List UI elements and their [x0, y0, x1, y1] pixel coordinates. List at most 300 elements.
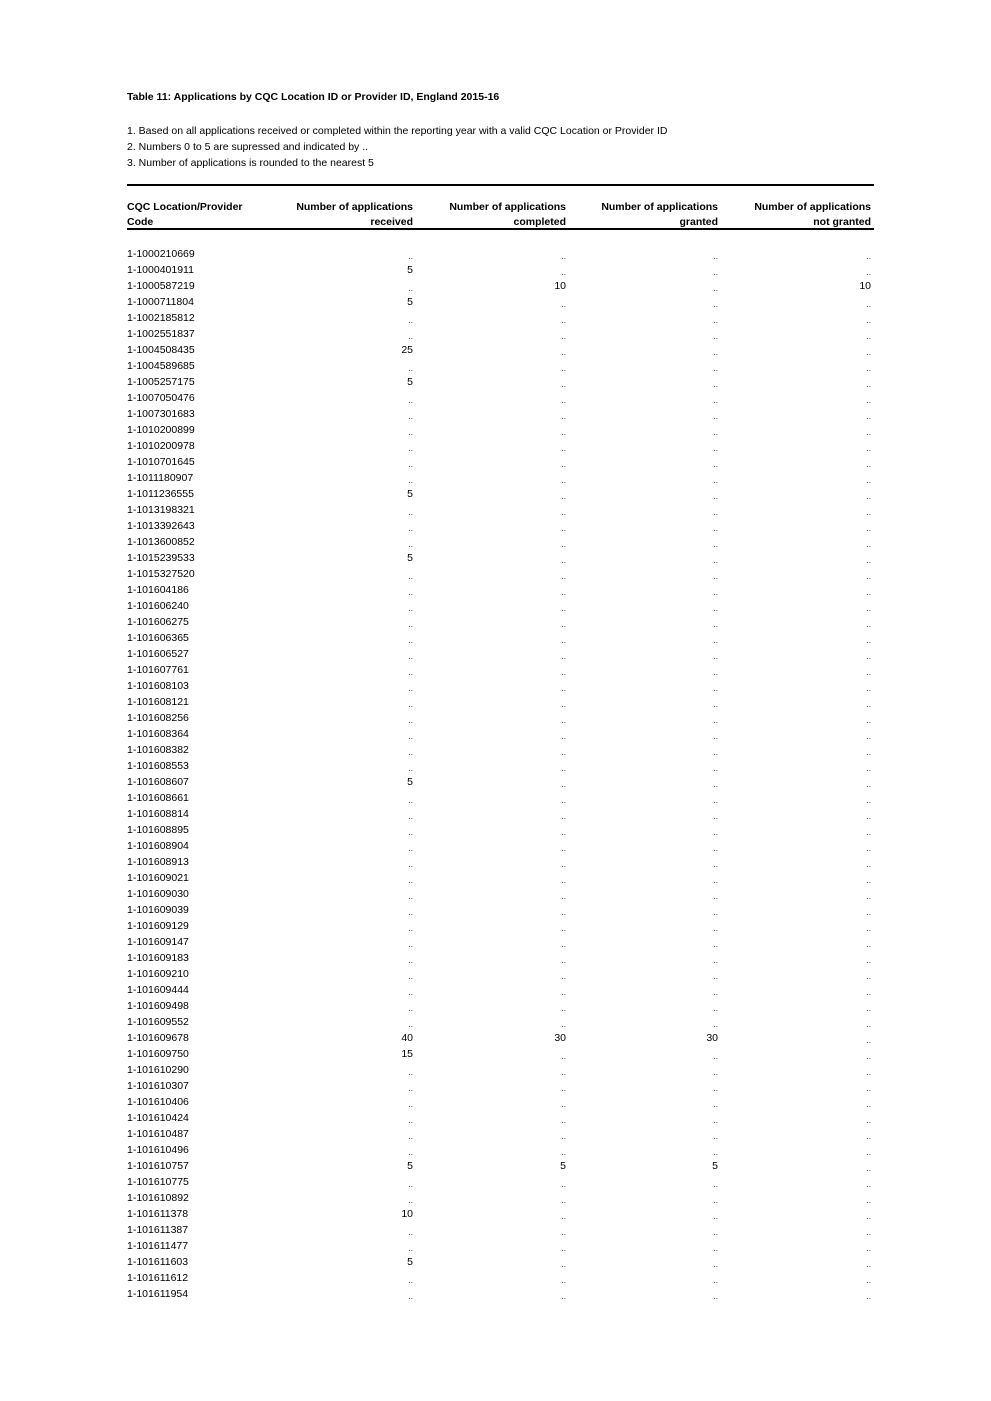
note-2: 2. Numbers 0 to 5 are supressed and indicated by .. — [127, 141, 369, 153]
cell-granted: .. — [713, 1292, 718, 1301]
cell-granted: .. — [713, 268, 718, 277]
table-row — [127, 1270, 874, 1286]
header-completed-line2: completed — [513, 216, 566, 228]
cell-received: .. — [408, 1180, 413, 1189]
cell-code: 1-101609444 — [127, 984, 189, 996]
cell-granted: .. — [713, 636, 718, 645]
cell-not-granted: .. — [866, 1276, 871, 1285]
cell-not-granted: .. — [866, 636, 871, 645]
cell-code: 1-101608256 — [127, 712, 189, 724]
cell-not-granted: .. — [866, 1228, 871, 1237]
cell-completed: .. — [561, 524, 566, 533]
table-row — [127, 934, 874, 950]
cell-granted: .. — [713, 764, 718, 773]
cell-received: .. — [408, 956, 413, 965]
cell-completed: .. — [561, 556, 566, 565]
cell-completed: .. — [561, 700, 566, 709]
cell-not-granted: .. — [866, 940, 871, 949]
cell-completed: .. — [561, 572, 566, 581]
cell-code: 1-101611378 — [127, 1208, 189, 1220]
cell-not-granted: .. — [866, 316, 871, 325]
cell-code: 1-1000210669 — [127, 248, 195, 260]
cell-received: 25 — [401, 344, 413, 356]
cell-not-granted: .. — [866, 1100, 871, 1109]
cell-granted: .. — [713, 1068, 718, 1077]
table-row — [127, 534, 874, 550]
cell-code: 1-101610892 — [127, 1192, 189, 1204]
note-3: 3. Number of applications is rounded to the nearest 5 — [127, 157, 374, 169]
cell-not-granted: .. — [866, 1164, 871, 1173]
table-row — [127, 614, 874, 630]
cell-received: 5 — [407, 776, 413, 788]
header-not-granted-line2: not granted — [813, 216, 871, 228]
cell-completed: .. — [561, 892, 566, 901]
header-bottom-rule — [127, 228, 874, 230]
table-row — [127, 806, 874, 822]
cell-not-granted: .. — [866, 668, 871, 677]
cell-not-granted: .. — [866, 908, 871, 917]
cell-code: 1-1002185812 — [127, 312, 195, 324]
cell-received: .. — [408, 460, 413, 469]
table-row — [127, 662, 874, 678]
cell-code: 1-101611954 — [127, 1288, 189, 1300]
header-granted — [601, 200, 718, 230]
cell-not-granted: .. — [866, 1052, 871, 1061]
cell-code: 1-101608121 — [127, 696, 189, 708]
cell-completed: .. — [561, 332, 566, 341]
cell-granted: .. — [713, 988, 718, 997]
cell-received: .. — [408, 524, 413, 533]
cell-not-granted: .. — [866, 604, 871, 613]
cell-received: .. — [408, 844, 413, 853]
cell-completed: .. — [561, 636, 566, 645]
table-row — [127, 358, 874, 374]
table-row — [127, 774, 874, 790]
cell-granted: .. — [713, 1212, 718, 1221]
cell-completed: .. — [561, 428, 566, 437]
cell-granted: .. — [713, 1084, 718, 1093]
cell-code: 1-101608103 — [127, 680, 189, 692]
cell-not-granted: .. — [866, 476, 871, 485]
cell-code: 1-101609678 — [127, 1032, 189, 1044]
cell-code: 1-101611477 — [127, 1240, 189, 1252]
table-row — [127, 470, 874, 486]
cell-code: 1-101608904 — [127, 840, 189, 852]
cell-code: 1-101610406 — [127, 1096, 189, 1108]
cell-code: 1-1000401911 — [127, 264, 194, 276]
table-top-rule — [127, 184, 874, 186]
cell-received: .. — [408, 684, 413, 693]
cell-completed: .. — [561, 316, 566, 325]
cell-received: .. — [408, 620, 413, 629]
cell-completed: .. — [561, 620, 566, 629]
cell-received: .. — [408, 812, 413, 821]
cell-granted: .. — [713, 684, 718, 693]
table-row — [127, 390, 874, 406]
header-code — [127, 200, 243, 230]
cell-granted: .. — [713, 620, 718, 629]
cell-not-granted: .. — [866, 892, 871, 901]
cell-granted: .. — [713, 412, 718, 421]
cell-completed: .. — [561, 764, 566, 773]
cell-code: 1-101610487 — [127, 1128, 189, 1140]
cell-code: 1-101610307 — [127, 1080, 189, 1092]
cell-code: 1-101608607 — [127, 776, 189, 788]
table-row — [127, 790, 874, 806]
cell-received: 5 — [407, 488, 413, 500]
cell-completed: .. — [561, 508, 566, 517]
table-row — [127, 294, 874, 310]
cell-not-granted: .. — [866, 620, 871, 629]
cell-code: 1-101609147 — [127, 936, 189, 948]
cell-completed: .. — [561, 796, 566, 805]
cell-completed: .. — [561, 956, 566, 965]
cell-received: .. — [408, 1276, 413, 1285]
cell-received: .. — [408, 1100, 413, 1109]
cell-received: .. — [408, 732, 413, 741]
cell-not-granted: .. — [866, 1244, 871, 1253]
cell-granted: .. — [713, 284, 718, 293]
cell-not-granted: .. — [866, 860, 871, 869]
cell-received: .. — [408, 476, 413, 485]
cell-granted: .. — [713, 252, 718, 261]
cell-code: 1-1007050476 — [127, 392, 195, 404]
table-row — [127, 1206, 874, 1222]
cell-received: .. — [408, 604, 413, 613]
cell-received: .. — [408, 940, 413, 949]
cell-granted: .. — [713, 300, 718, 309]
cell-code: 1-1005257175 — [127, 376, 195, 388]
cell-not-granted: .. — [866, 748, 871, 757]
table-row — [127, 486, 874, 502]
cell-received: .. — [408, 1148, 413, 1157]
cell-not-granted: .. — [866, 1260, 871, 1269]
cell-received: .. — [408, 652, 413, 661]
cell-received: .. — [408, 540, 413, 549]
cell-granted: .. — [713, 796, 718, 805]
cell-completed: .. — [561, 1084, 566, 1093]
cell-not-granted: .. — [866, 572, 871, 581]
cell-code: 1-1013198321 — [127, 504, 195, 516]
cell-granted: .. — [713, 332, 718, 341]
cell-code: 1-101609498 — [127, 1000, 189, 1012]
cell-not-granted: .. — [866, 700, 871, 709]
cell-completed: .. — [561, 748, 566, 757]
cell-code: 1-101606275 — [127, 616, 189, 628]
cell-received: 40 — [401, 1032, 413, 1044]
cell-code: 1-1004508435 — [127, 344, 195, 356]
cell-granted: .. — [713, 380, 718, 389]
table-row — [127, 998, 874, 1014]
header-received-line2: received — [370, 216, 413, 228]
cell-completed: .. — [561, 540, 566, 549]
cell-granted: .. — [713, 348, 718, 357]
cell-not-granted: .. — [866, 652, 871, 661]
cell-granted: .. — [713, 604, 718, 613]
table-row — [127, 1254, 874, 1270]
table-row — [127, 1142, 874, 1158]
cell-received: .. — [408, 1068, 413, 1077]
table-row — [127, 822, 874, 838]
table-row — [127, 694, 874, 710]
cell-code: 1-101609039 — [127, 904, 189, 916]
cell-not-granted: .. — [866, 380, 871, 389]
cell-completed: .. — [561, 924, 566, 933]
cell-granted: .. — [713, 780, 718, 789]
cell-completed: .. — [561, 1116, 566, 1125]
cell-completed: .. — [561, 732, 566, 741]
cell-granted: .. — [713, 908, 718, 917]
cell-completed: .. — [561, 716, 566, 725]
cell-granted: .. — [713, 1228, 718, 1237]
cell-completed: .. — [561, 1292, 566, 1301]
cell-completed: .. — [561, 492, 566, 501]
cell-completed: .. — [561, 988, 566, 997]
cell-granted: .. — [713, 572, 718, 581]
cell-granted: .. — [713, 1260, 718, 1269]
cell-not-granted: .. — [866, 364, 871, 373]
cell-code: 1-101610290 — [127, 1064, 189, 1076]
table-row — [127, 1190, 874, 1206]
cell-granted: 5 — [712, 1160, 718, 1172]
cell-received: .. — [408, 412, 413, 421]
cell-code: 1-101607761 — [127, 664, 189, 676]
cell-granted: .. — [713, 940, 718, 949]
cell-completed: .. — [561, 1004, 566, 1013]
cell-completed: .. — [561, 252, 566, 261]
cell-granted: .. — [713, 540, 718, 549]
cell-code: 1-1010701645 — [127, 456, 195, 468]
cell-received: .. — [408, 828, 413, 837]
cell-received: .. — [408, 1292, 413, 1301]
cell-not-granted: .. — [866, 1292, 871, 1301]
cell-not-granted: .. — [866, 844, 871, 853]
cell-not-granted: .. — [866, 444, 871, 453]
header-code-line2: Code — [127, 216, 154, 228]
table-row — [127, 886, 874, 902]
cell-completed: .. — [561, 412, 566, 421]
cell-granted: .. — [713, 876, 718, 885]
cell-received: .. — [408, 1084, 413, 1093]
cell-code: 1-101608364 — [127, 728, 189, 740]
table-row — [127, 1238, 874, 1254]
note-1: 1. Based on all applications received or completed within the reporting year with a valid CQC Location or Provider ID — [127, 125, 668, 137]
cell-not-granted: .. — [866, 332, 871, 341]
table-row — [127, 902, 874, 918]
cell-granted: .. — [713, 444, 718, 453]
cell-not-granted: .. — [866, 396, 871, 405]
cell-received: 5 — [407, 264, 413, 276]
cell-completed: .. — [561, 1276, 566, 1285]
cell-granted: 30 — [706, 1032, 718, 1044]
cell-received: .. — [408, 1020, 413, 1029]
cell-not-granted: .. — [866, 460, 871, 469]
cell-granted: .. — [713, 1132, 718, 1141]
cell-completed: .. — [561, 268, 566, 277]
cell-completed: .. — [561, 588, 566, 597]
cell-code: 1-101610496 — [127, 1144, 189, 1156]
cell-completed: .. — [561, 364, 566, 373]
cell-completed: .. — [561, 844, 566, 853]
table-row — [127, 646, 874, 662]
cell-code: 1-1004589685 — [127, 360, 195, 372]
cell-received: 5 — [407, 1160, 413, 1172]
cell-received: .. — [408, 972, 413, 981]
table-row — [127, 310, 874, 326]
cell-received: .. — [408, 1228, 413, 1237]
cell-not-granted: .. — [866, 252, 871, 261]
cell-granted: .. — [713, 732, 718, 741]
cell-code: 1-101609750 — [127, 1048, 189, 1060]
cell-completed: .. — [561, 1100, 566, 1109]
table-row — [127, 1062, 874, 1078]
table-row — [127, 502, 874, 518]
cell-code: 1-101610757 — [127, 1160, 189, 1172]
cell-not-granted: .. — [866, 812, 871, 821]
table-row — [127, 1110, 874, 1126]
cell-code: 1-1000711804 — [127, 296, 194, 308]
table-row — [127, 438, 874, 454]
cell-received: .. — [408, 396, 413, 405]
cell-not-granted: .. — [866, 540, 871, 549]
cell-completed: .. — [561, 1180, 566, 1189]
cell-received: .. — [408, 892, 413, 901]
table-row — [127, 246, 874, 262]
table-row — [127, 598, 874, 614]
cell-received: .. — [408, 1196, 413, 1205]
cell-granted: .. — [713, 972, 718, 981]
cell-code: 1-1013600852 — [127, 536, 195, 548]
cell-not-granted: .. — [866, 924, 871, 933]
cell-received: .. — [408, 316, 413, 325]
table-row — [127, 1014, 874, 1030]
table-row — [127, 326, 874, 342]
table-row — [127, 566, 874, 582]
cell-granted: .. — [713, 524, 718, 533]
cell-received: .. — [408, 252, 413, 261]
table-row — [127, 918, 874, 934]
cell-completed: .. — [561, 1260, 566, 1269]
cell-granted: .. — [713, 700, 718, 709]
cell-received: .. — [408, 428, 413, 437]
cell-code: 1-1002551837 — [127, 328, 195, 340]
cell-not-granted: .. — [866, 1116, 871, 1125]
cell-received: .. — [408, 1132, 413, 1141]
cell-completed: .. — [561, 460, 566, 469]
header-not-granted — [754, 200, 871, 230]
cell-granted: .. — [713, 1116, 718, 1125]
cell-received: .. — [408, 908, 413, 917]
cell-not-granted: .. — [866, 876, 871, 885]
cell-completed: .. — [561, 828, 566, 837]
header-granted-line1: Number of applications — [601, 201, 718, 213]
table-body — [127, 246, 874, 1302]
cell-code: 1-101609021 — [127, 872, 189, 884]
cell-not-granted: .. — [866, 1212, 871, 1221]
cell-completed: .. — [561, 876, 566, 885]
cell-code: 1-101611612 — [127, 1272, 189, 1284]
cell-received: .. — [408, 588, 413, 597]
cell-code: 1-1015239533 — [127, 552, 195, 564]
cell-granted: .. — [713, 508, 718, 517]
table-row — [127, 742, 874, 758]
cell-completed: .. — [561, 1228, 566, 1237]
cell-granted: .. — [713, 1100, 718, 1109]
cell-completed: 10 — [554, 280, 566, 292]
cell-granted: .. — [713, 716, 718, 725]
header-completed-line1: Number of applications — [449, 201, 566, 213]
cell-received: .. — [408, 636, 413, 645]
table-row — [127, 1158, 874, 1174]
cell-granted: .. — [713, 956, 718, 965]
header-not-granted-line1: Number of applications — [754, 201, 871, 213]
header-code-line1: CQC Location/Provider — [127, 201, 243, 213]
cell-received: 5 — [407, 1256, 413, 1268]
cell-completed: .. — [561, 1244, 566, 1253]
cell-code: 1-101608814 — [127, 808, 189, 820]
table-row — [127, 758, 874, 774]
header-granted-line2: granted — [679, 216, 718, 228]
cell-code: 1-101609183 — [127, 952, 189, 964]
cell-granted: .. — [713, 668, 718, 677]
cell-received: 10 — [401, 1208, 413, 1220]
cell-not-granted: .. — [866, 428, 871, 437]
cell-completed: .. — [561, 396, 566, 405]
cell-code: 1-101609552 — [127, 1016, 189, 1028]
cell-granted: .. — [713, 1244, 718, 1253]
cell-not-granted: .. — [866, 1180, 871, 1189]
cell-received: .. — [408, 796, 413, 805]
cell-granted: .. — [713, 748, 718, 757]
cell-granted: .. — [713, 364, 718, 373]
cell-completed: .. — [561, 668, 566, 677]
cell-received: .. — [408, 364, 413, 373]
cell-completed: .. — [561, 604, 566, 613]
cell-granted: .. — [713, 1004, 718, 1013]
cell-not-granted: .. — [866, 764, 871, 773]
table-row — [127, 1174, 874, 1190]
cell-code: 1-101606527 — [127, 648, 189, 660]
table-row — [127, 1030, 874, 1046]
cell-completed: .. — [561, 1052, 566, 1061]
cell-granted: .. — [713, 1148, 718, 1157]
cell-received: .. — [408, 332, 413, 341]
cell-granted: .. — [713, 1196, 718, 1205]
cell-not-granted: .. — [866, 1068, 871, 1077]
header-received — [296, 200, 413, 230]
cell-not-granted: .. — [866, 956, 871, 965]
cell-received: .. — [408, 444, 413, 453]
cell-received: .. — [408, 988, 413, 997]
cell-granted: .. — [713, 396, 718, 405]
cell-received: 5 — [407, 552, 413, 564]
cell-not-granted: .. — [866, 972, 871, 981]
cell-received: .. — [408, 508, 413, 517]
table-row — [127, 342, 874, 358]
table-row — [127, 406, 874, 422]
table-row — [127, 870, 874, 886]
cell-granted: .. — [713, 924, 718, 933]
cell-completed: 5 — [560, 1160, 566, 1172]
cell-not-granted: .. — [866, 556, 871, 565]
cell-not-granted: .. — [866, 300, 871, 309]
cell-granted: .. — [713, 844, 718, 853]
cell-not-granted: .. — [866, 684, 871, 693]
cell-code: 1-101608553 — [127, 760, 189, 772]
cell-completed: .. — [561, 780, 566, 789]
cell-completed: .. — [561, 444, 566, 453]
cell-code: 1-101606240 — [127, 600, 189, 612]
